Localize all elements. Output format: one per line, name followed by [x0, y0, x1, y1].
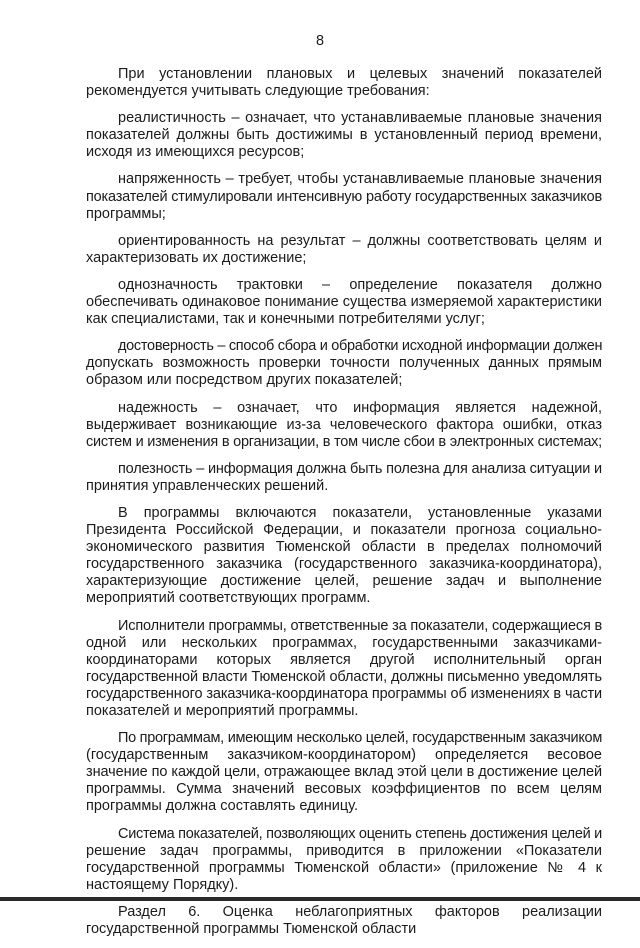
paragraph [86, 505, 602, 608]
text-line: исходя из имеющихся ресурсов; [86, 144, 305, 161]
text-line: решение задач программы, приводится в приложении «Показатели [86, 842, 602, 859]
text-line: мероприятий соответствующих программ. [86, 590, 371, 607]
text-line: Система показателей, позволяющих оценить степень достижения целей и [118, 825, 602, 842]
text-line: Раздел 6. Оценка неблагоприятных факторов реализации [118, 903, 602, 920]
text-line: полезность – информация должна быть полезна для анализа ситуации и [118, 460, 602, 477]
text-line: допускать возможность проверки точности полученных данных прямым [86, 355, 602, 372]
text-line: принятия управленческих решений. [86, 477, 329, 494]
text-line: характеризующие достижение целей, решение задач и выполнение [86, 573, 602, 590]
text-line: образом или посредством других показателей; [86, 372, 403, 389]
text-line: Исполнители программы, ответственные за показатели, содержащиеся в [118, 617, 603, 634]
text-line: экономического развития Тюменской области в пределах полномочий [86, 539, 602, 556]
text-line: программы. Сумма значений весовых коэффициентов по всем целям [86, 781, 602, 798]
paragraph [86, 277, 602, 328]
text-line: ориентированность на результат – должны соответствовать целям и [118, 232, 602, 249]
paragraph [86, 66, 602, 100]
text-line: При установлении плановых и целевых значений показателей [118, 66, 602, 82]
text-line: достоверность – способ сбора и обработки исходной информации должен [118, 338, 603, 355]
text-line: показателей стимулировали интенсивную работу государственных заказчиков [86, 188, 602, 205]
text-line: характеризовать их достижение; [86, 249, 307, 266]
page-number: 8 [315, 33, 324, 49]
paragraph [86, 461, 602, 495]
text-line: (государственным заказчиком-координатором) определяется весовое [86, 747, 602, 764]
text-line: систем и изменения в организации, в том числе сбои в электронных системах; [86, 433, 602, 450]
text-line: как специалистами, так и конечными потребителями услуг; [86, 311, 485, 328]
text-line: координаторами которых является другой исполнительный орган [86, 651, 602, 668]
paragraph [86, 826, 602, 894]
section-heading [86, 904, 602, 938]
text-line: программы должна составлять единицу. [86, 798, 358, 815]
text-line: одной или нескольких программах, государственными заказчиками- [86, 634, 602, 651]
text-line: настоящему Порядку). [86, 876, 239, 893]
paragraph [86, 171, 602, 222]
text-line: государственного заказчика-координатора программы об изменениях в части [86, 685, 602, 702]
text-line: По программам, имеющим несколько целей, государственным заказчиком [118, 730, 602, 747]
text-line: значение по каждой цели, отражающее вклад этой цели в достижение целей [86, 764, 602, 781]
text-line: однозначность трактовки – определение показателя должно [118, 276, 602, 293]
text-line: государственной власти Тюменской области, должны письменно уведомлять [86, 668, 602, 685]
paragraph [86, 338, 602, 389]
text-line: программы; [86, 205, 166, 222]
text-line: государственного заказчика (государственного заказчика-координатора), [86, 556, 602, 573]
paragraph [86, 618, 602, 721]
paragraph [86, 730, 602, 815]
text-line: реалистичность – означает, что устанавливаемые плановые значения [118, 110, 602, 127]
document-body [86, 66, 602, 948]
scan-edge-rule [0, 897, 640, 901]
paragraph [86, 400, 602, 451]
text-line: напряженность – требует, чтобы устанавливаемые плановые значения [118, 171, 602, 188]
text-line: надежность – означает, что информация является надежной, [118, 399, 602, 416]
text-line: показателей должны быть достижимы в установленный период времени, [86, 127, 602, 144]
text-line: государственной программы Тюменской области [86, 921, 417, 938]
paragraph [86, 233, 602, 267]
text-line: обеспечивать одинаковое понимание существа измеряемой характеристики [86, 294, 602, 311]
text-line: показателей и мероприятий программы. [86, 703, 359, 719]
text-line: выдерживает возникающие из-за человеческого фактора ошибки, отказ [86, 416, 602, 433]
text-line: рекомендуется учитывать следующие требования: [86, 83, 430, 100]
paragraph [86, 110, 602, 161]
text-line: Президента Российской Федерации, и показатели прогноза социально- [86, 522, 602, 539]
text-line: государственной программы Тюменской области» (приложение № 4 к [86, 859, 602, 876]
text-line: В программы включаются показатели, установленные указами [118, 504, 602, 521]
